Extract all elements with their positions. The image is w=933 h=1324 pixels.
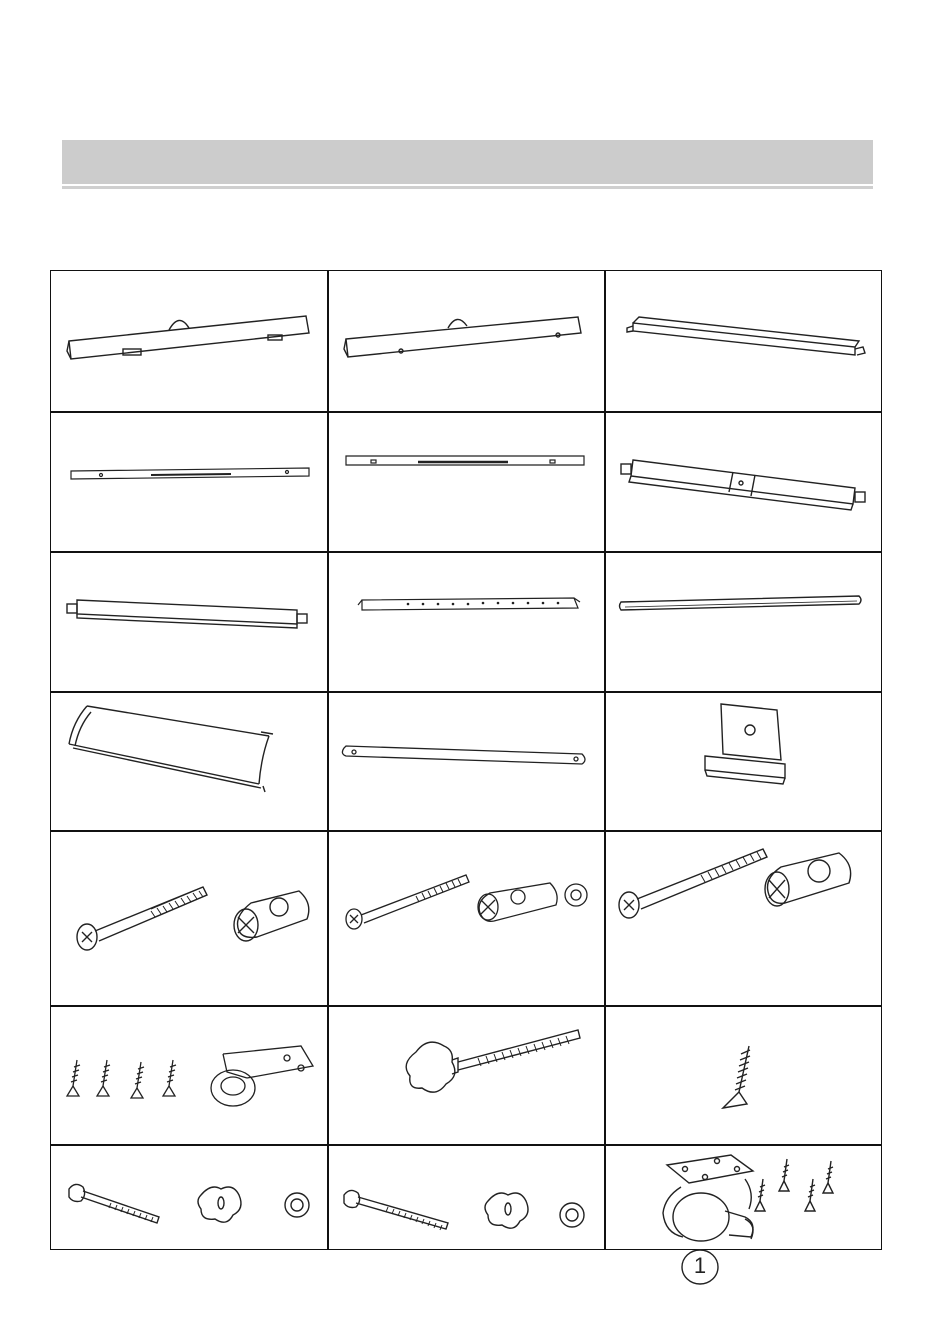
round-rod-icon	[605, 552, 882, 691]
rail-with-handle-slots-icon	[51, 271, 327, 411]
part-cell-18	[605, 1006, 882, 1144]
part-cell-1	[51, 271, 327, 411]
part-cell-14	[328, 831, 604, 1005]
part-cell-10	[51, 692, 327, 830]
screws-and-ring-bracket-icon	[51, 1006, 327, 1144]
bolt-knob-washer-icon	[328, 1145, 604, 1249]
bolt-and-barrel-nut-icon	[51, 831, 327, 1005]
part-cell-2	[328, 271, 604, 411]
slotted-bar-icon	[328, 412, 604, 551]
part-cell-9	[605, 552, 882, 691]
section-header-bar	[62, 140, 873, 184]
part-cell-12	[605, 692, 882, 830]
page-number	[676, 1247, 724, 1287]
parts-grid	[50, 270, 882, 1250]
flat-board-icon	[605, 271, 882, 411]
square-tube-connector-icon	[605, 412, 882, 551]
part-cell-17	[328, 1006, 604, 1144]
bracket-plate-icon	[605, 692, 882, 830]
part-cell-19	[51, 1145, 327, 1249]
section-header-rule	[62, 186, 873, 189]
wood-screw-icon	[605, 1006, 882, 1144]
part-cell-13	[51, 831, 327, 1005]
square-tube-icon	[51, 552, 327, 691]
part-cell-6	[605, 412, 882, 551]
slotted-strip-icon	[51, 412, 327, 551]
part-cell-5	[328, 412, 604, 551]
perforated-channel-icon	[328, 552, 604, 691]
part-cell-8	[328, 552, 604, 691]
bolt-barrel-nut-washer-icon	[328, 831, 604, 1005]
flat-link-bar-icon	[328, 692, 604, 830]
rail-with-handle-holes-icon	[328, 271, 604, 411]
page-number-text: 1	[693, 1253, 707, 1278]
part-cell-4	[51, 412, 327, 551]
curved-channel-icon	[51, 692, 327, 830]
part-cell-15	[605, 831, 882, 1005]
long-bolt-and-barrel-nut-icon	[605, 831, 882, 1005]
part-cell-3	[605, 271, 882, 411]
bolt-knob-washer-icon	[51, 1145, 327, 1249]
part-cell-21	[605, 1145, 882, 1249]
knob-bolt-icon	[328, 1006, 604, 1144]
part-cell-20	[328, 1145, 604, 1249]
caster-wheel-and-screws-icon	[605, 1145, 882, 1249]
part-cell-7	[51, 552, 327, 691]
part-cell-11	[328, 692, 604, 830]
part-cell-16	[51, 1006, 327, 1144]
